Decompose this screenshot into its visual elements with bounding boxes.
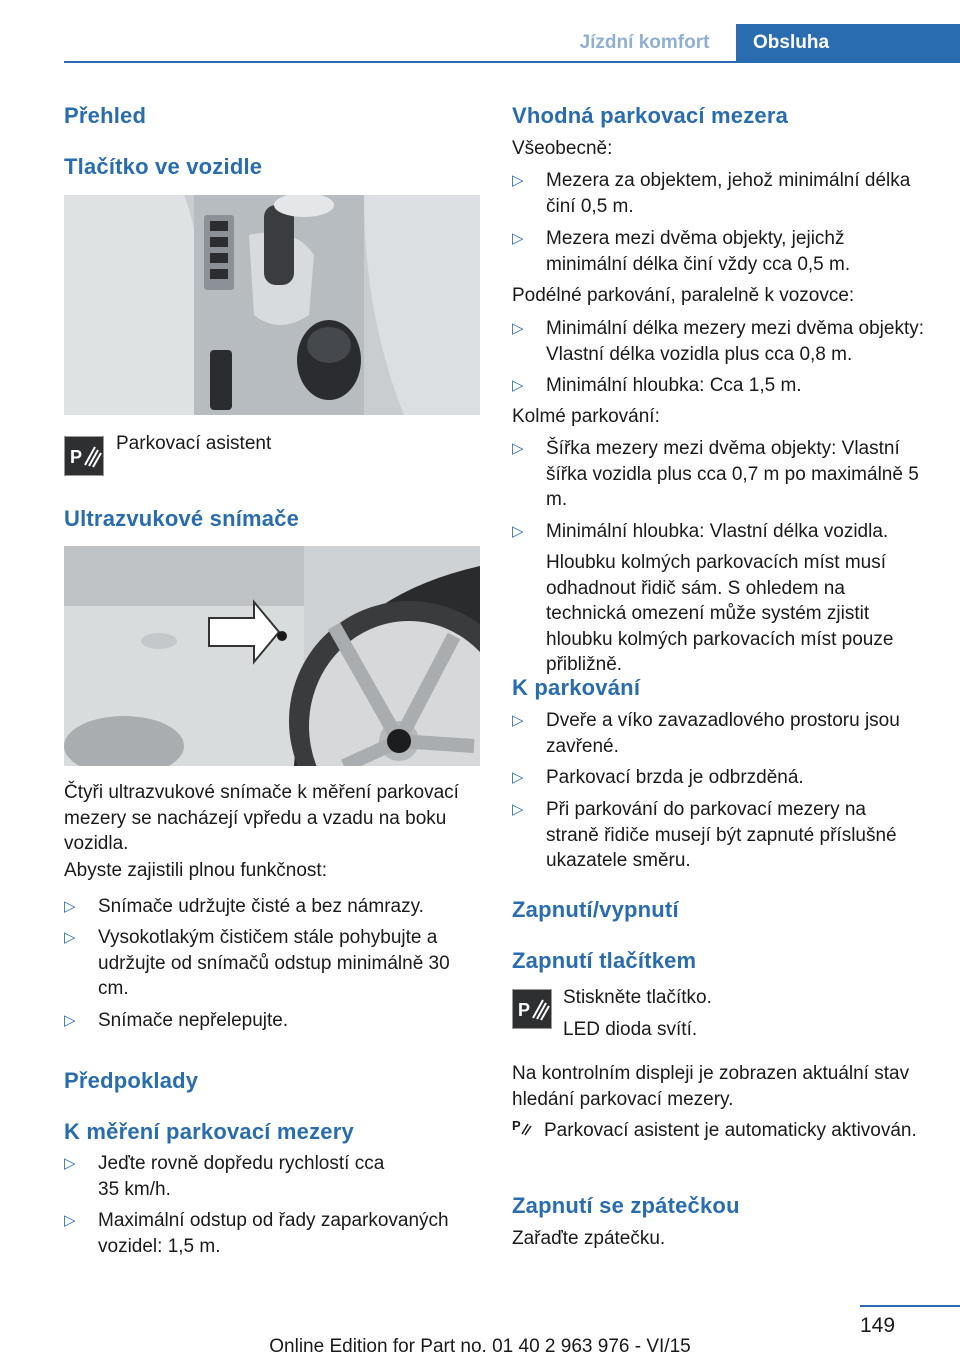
heading-k-parkovani: K parkování [512, 675, 641, 700]
triangle-bullet-icon: ▷ [64, 1212, 76, 1229]
heading-ultrazvukove: Ultrazvukové snímače [64, 506, 300, 531]
triangle-bullet-icon: ▷ [64, 898, 76, 915]
triangle-bullet-icon: ▷ [512, 801, 524, 818]
page-number: 149 [860, 1314, 896, 1337]
display-status-text: Na kontrolním displeji je zobrazen aktuální stav hledání parkovací mezery. [512, 1063, 910, 1110]
perpendicular-note: Hloubku kolmých parkovacích míst musí odhadnout řidič sám. S ohledem na technická omezení může systém zjistit hloubku kolmých parkovacích míst pouze přibližně. [546, 552, 894, 675]
svg-text:P: P [512, 1118, 521, 1133]
parking-assistant-button-icon [512, 989, 552, 1029]
svg-text:P: P [518, 1000, 531, 1020]
auto-active-text: Parkovací asistent je automaticky aktivován. [544, 1120, 917, 1141]
triangle-bullet-icon: ▷ [64, 929, 76, 946]
sensor-photo [64, 546, 480, 766]
tab-obsluha[interactable]: Obsluha [736, 24, 960, 61]
general-label: Všeobecně: [512, 138, 613, 159]
heading-zpatecka: Zapnutí se zpátečkou [512, 1193, 740, 1218]
triangle-bullet-icon: ▷ [64, 1155, 76, 1172]
heading-predpoklady: Předpoklady [64, 1068, 199, 1093]
heading-prehled: Přehled [64, 103, 147, 128]
svg-text:P: P [70, 447, 83, 467]
triangle-bullet-icon: ▷ [512, 440, 524, 457]
triangle-bullet-icon: ▷ [512, 769, 524, 786]
triangle-bullet-icon: ▷ [512, 712, 524, 729]
triangle-bullet-icon: ▷ [64, 1012, 76, 1029]
led-text: LED dioda svítí. [563, 1019, 698, 1040]
parking-assistant-button-icon [64, 436, 104, 476]
triangle-bullet-icon: ▷ [512, 230, 524, 247]
reverse-text: Zařaďte zpátečku. [512, 1228, 666, 1249]
functionality-intro: Abyste zajistili plnou funkčnost: [64, 860, 327, 881]
press-button-text: Stiskněte tlačítko. [563, 987, 712, 1008]
heading-zapnuti-tlacitkem: Zapnutí tlačítkem [512, 948, 697, 973]
heading-mereni: K měření parkovací mezery [64, 1119, 354, 1144]
sensors-description: Čtyři ultrazvukové snímače k měření parkovací mezery se nacházejí vpředu a vzadu na boku vozidla. [64, 782, 459, 854]
triangle-bullet-icon: ▷ [512, 377, 524, 394]
icon-caption: Parkovací asistent [116, 433, 272, 454]
header-rule [64, 61, 960, 63]
footer-rule [860, 1305, 960, 1307]
parallel-label: Podélné parkování, paralelně k vozovce: [512, 285, 855, 306]
tab-jizdni-komfort[interactable]: Jízdní komfort [553, 24, 736, 61]
console-photo [64, 195, 480, 415]
triangle-bullet-icon: ▷ [512, 320, 524, 337]
heading-vhodna: Vhodná parkovací mezera [512, 103, 789, 128]
heading-tlacitko: Tlačítko ve vozidle [64, 154, 263, 179]
edition-footer: Online Edition for Part no. 01 40 2 963 976 - VI/15 [269, 1336, 691, 1357]
triangle-bullet-icon: ▷ [512, 172, 524, 189]
perpendicular-label: Kolmé parkování: [512, 406, 660, 427]
triangle-bullet-icon: ▷ [512, 523, 524, 540]
heading-zapnuti-vypnuti: Zapnutí/vypnutí [512, 897, 679, 922]
